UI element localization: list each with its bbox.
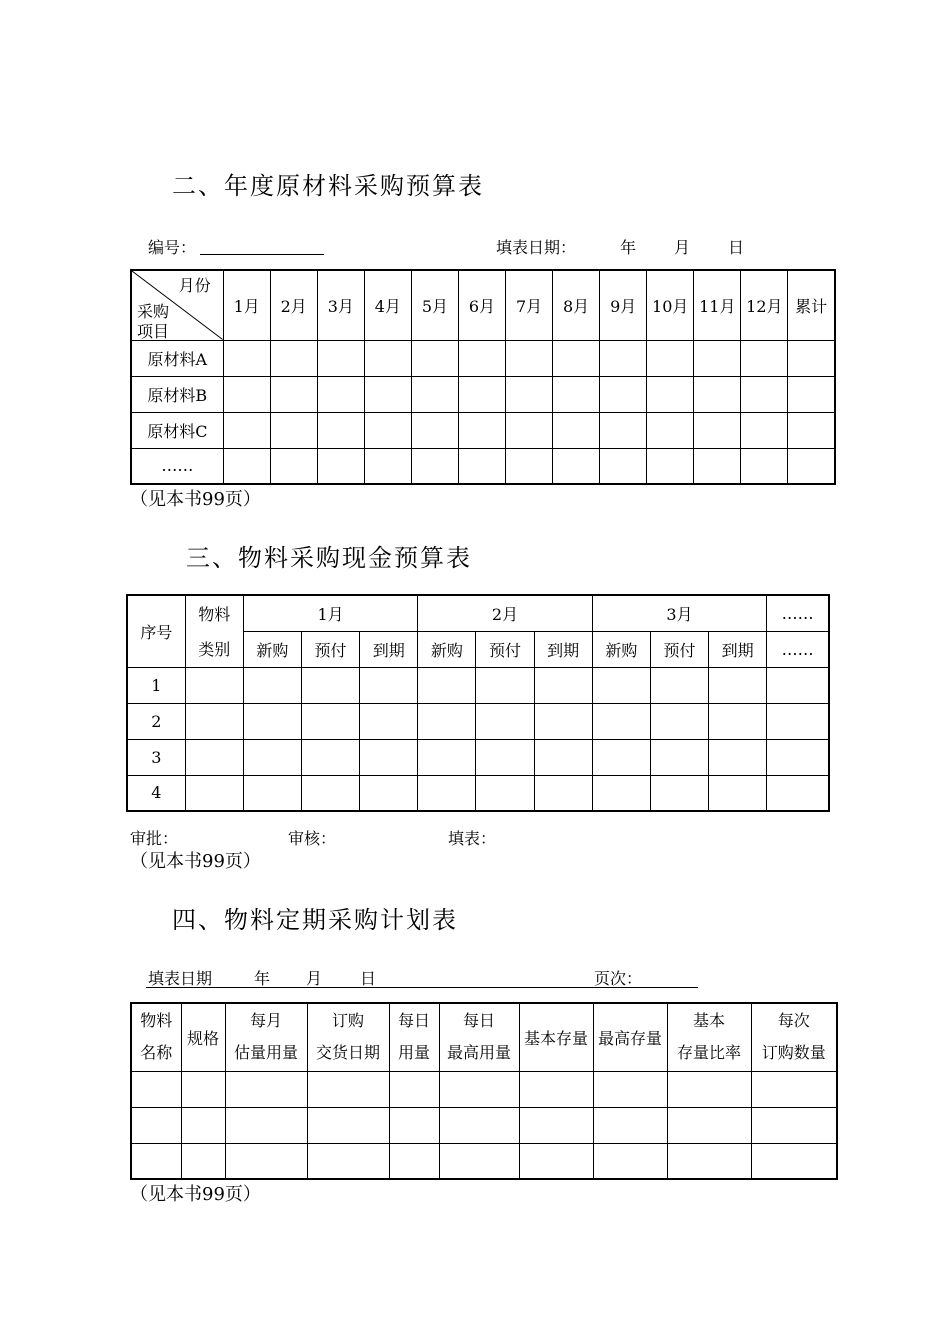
data-cell[interactable] (307, 1107, 389, 1143)
table-row (131, 1071, 837, 1107)
data-cell[interactable] (647, 376, 694, 412)
data-cell[interactable] (439, 1071, 519, 1107)
data-cell[interactable] (476, 775, 534, 811)
data-cell[interactable] (223, 412, 270, 448)
data-cell[interactable] (360, 703, 418, 739)
date-year: 年 (620, 238, 637, 257)
month-header: 3月 (317, 270, 364, 340)
month-header: 9月 (600, 270, 647, 340)
data-cell[interactable] (181, 1071, 225, 1107)
month-header: 12月 (741, 270, 788, 340)
data-cell[interactable] (243, 739, 301, 775)
data-cell[interactable] (418, 667, 476, 703)
data-cell[interactable] (389, 1071, 439, 1107)
data-cell[interactable] (476, 703, 534, 739)
data-cell[interactable] (534, 739, 592, 775)
data-cell[interactable] (709, 703, 767, 739)
row-number: 4 (127, 775, 185, 811)
fill-date-month: 月 (306, 969, 323, 988)
fill-date-year: 年 (254, 969, 271, 988)
data-cell[interactable] (600, 412, 647, 448)
data-cell[interactable] (647, 412, 694, 448)
data-cell[interactable] (476, 667, 534, 703)
corner-item-label-2: 项目 (137, 322, 170, 340)
data-cell[interactable] (600, 340, 647, 376)
month-header: 8月 (553, 270, 600, 340)
month-header: 6月 (458, 270, 505, 340)
data-cell[interactable] (270, 412, 317, 448)
data-cell[interactable] (650, 703, 708, 739)
sub-header: 新购 (592, 631, 650, 667)
table-row (131, 376, 835, 412)
data-cell[interactable] (788, 340, 835, 376)
data-cell[interactable] (360, 775, 418, 811)
data-cell[interactable] (506, 376, 553, 412)
data-cell[interactable] (534, 667, 592, 703)
sub-header: 预付 (476, 631, 534, 667)
data-cell[interactable] (650, 775, 708, 811)
month-header: 1月 (223, 270, 270, 340)
data-cell[interactable] (593, 1107, 667, 1143)
data-cell[interactable] (767, 775, 829, 811)
data-cell[interactable] (741, 412, 788, 448)
header-row (131, 270, 835, 340)
data-cell[interactable] (458, 340, 505, 376)
data-cell[interactable] (301, 775, 359, 811)
row-label: 原材料C (131, 412, 223, 448)
data-cell[interactable] (592, 739, 650, 775)
table-row (127, 739, 829, 775)
data-cell[interactable] (181, 1143, 225, 1179)
data-cell[interactable] (411, 340, 458, 376)
data-cell[interactable] (458, 448, 505, 484)
page-number-label: 页次： (594, 969, 643, 988)
data-cell[interactable] (317, 376, 364, 412)
review-label: 审核： (288, 829, 337, 848)
data-cell[interactable] (225, 1071, 307, 1107)
data-cell[interactable] (767, 667, 829, 703)
section4-reference-note: （见本书99页） (130, 1184, 261, 1205)
data-cell[interactable] (418, 775, 476, 811)
month-header: 2月 (270, 270, 317, 340)
material-header-bottom: 类别 (185, 631, 243, 667)
data-cell[interactable] (418, 703, 476, 739)
header-row (131, 1003, 837, 1071)
total-header: 累计 (788, 270, 835, 340)
data-cell[interactable] (476, 739, 534, 775)
data-cell[interactable] (506, 340, 553, 376)
section3-title: 三、物料采购现金预算表 (186, 544, 472, 572)
data-cell[interactable] (243, 667, 301, 703)
data-cell[interactable] (439, 1143, 519, 1179)
data-cell[interactable] (600, 376, 647, 412)
data-cell[interactable] (667, 1071, 751, 1107)
table-row (131, 1143, 837, 1179)
table-row (131, 1107, 837, 1143)
col-header-monthly-usage: 每月 估量用量 (225, 1003, 307, 1071)
data-cell[interactable] (317, 412, 364, 448)
data-cell[interactable] (223, 448, 270, 484)
sub-header: 新购 (243, 631, 301, 667)
data-cell[interactable] (592, 667, 650, 703)
data-cell[interactable] (223, 340, 270, 376)
data-cell[interactable] (751, 1143, 837, 1179)
sub-header: 到期 (360, 631, 418, 667)
data-cell[interactable] (553, 448, 600, 484)
data-cell[interactable] (185, 739, 243, 775)
data-cell[interactable] (317, 448, 364, 484)
col-header-daily-max-usage: 每日 最高用量 (439, 1003, 519, 1071)
header-row (127, 595, 829, 631)
data-cell[interactable] (360, 739, 418, 775)
data-cell[interactable] (225, 1143, 307, 1179)
data-cell[interactable] (411, 412, 458, 448)
approve-label: 审批： (130, 829, 179, 848)
sub-header: 到期 (709, 631, 767, 667)
data-cell[interactable] (519, 1071, 593, 1107)
month-group-header: 3月 (592, 595, 766, 631)
col-header-spec: 规格 (181, 1003, 225, 1071)
data-cell[interactable] (593, 1143, 667, 1179)
data-cell[interactable] (131, 1143, 181, 1179)
row-label: 原材料B (131, 376, 223, 412)
data-cell[interactable] (270, 376, 317, 412)
col-header-base-stock-ratio: 基本 存量比率 (667, 1003, 751, 1071)
data-cell[interactable] (593, 1071, 667, 1107)
month-header: 10月 (647, 270, 694, 340)
data-cell[interactable] (458, 412, 505, 448)
data-cell[interactable] (317, 340, 364, 376)
data-cell[interactable] (307, 1143, 389, 1179)
data-cell[interactable] (307, 1071, 389, 1107)
data-cell[interactable] (694, 412, 741, 448)
data-cell[interactable] (389, 1107, 439, 1143)
data-cell[interactable] (592, 775, 650, 811)
row-number: 1 (127, 667, 185, 703)
fill-label: 填表： (448, 829, 497, 848)
data-cell[interactable] (553, 340, 600, 376)
fill-date-label: 填表日期 (148, 969, 213, 988)
data-cell[interactable] (709, 739, 767, 775)
data-cell[interactable] (243, 703, 301, 739)
col-header-base-stock: 基本存量 (519, 1003, 593, 1071)
table-row (127, 667, 829, 703)
table-row (131, 340, 835, 376)
data-cell[interactable] (647, 340, 694, 376)
subheader-row (127, 631, 829, 667)
data-cell[interactable] (411, 448, 458, 484)
table-row (127, 703, 829, 739)
data-cell[interactable] (506, 448, 553, 484)
data-cell[interactable] (519, 1107, 593, 1143)
sub-header: 新购 (418, 631, 476, 667)
seq-header: 序号 (127, 595, 185, 667)
col-header-material-name: 物料 名称 (131, 1003, 181, 1071)
date-day: 日 (728, 238, 745, 257)
data-cell[interactable] (181, 1107, 225, 1143)
section4-title: 四、物料定期采购计划表 (172, 906, 458, 934)
data-cell[interactable] (709, 667, 767, 703)
date-label: 填表日期： (496, 238, 577, 257)
data-cell[interactable] (389, 1143, 439, 1179)
sub-header: 预付 (301, 631, 359, 667)
more-sub-header: …… (767, 631, 829, 667)
data-cell[interactable] (694, 448, 741, 484)
section3-reference-note: （见本书99页） (130, 851, 261, 872)
month-header: 4月 (364, 270, 411, 340)
month-group-header: 1月 (243, 595, 417, 631)
month-header: 7月 (506, 270, 553, 340)
corner-item-label-1: 采购 (137, 302, 170, 321)
col-header-daily-usage: 每日 用量 (389, 1003, 439, 1071)
data-cell[interactable] (553, 412, 600, 448)
data-cell[interactable] (364, 340, 411, 376)
col-header-delivery-date: 订购 交货日期 (307, 1003, 389, 1071)
data-cell[interactable] (788, 376, 835, 412)
data-cell[interactable] (741, 376, 788, 412)
data-cell[interactable] (709, 775, 767, 811)
data-cell[interactable] (534, 775, 592, 811)
data-cell[interactable] (243, 775, 301, 811)
data-cell[interactable] (667, 1143, 751, 1179)
data-cell[interactable] (185, 667, 243, 703)
data-cell[interactable] (418, 739, 476, 775)
month-header: 5月 (411, 270, 458, 340)
data-cell[interactable] (650, 667, 708, 703)
number-label: 编号： (148, 238, 197, 257)
data-cell[interactable] (223, 376, 270, 412)
data-cell[interactable] (553, 376, 600, 412)
table-row (131, 412, 835, 448)
data-cell[interactable] (592, 703, 650, 739)
data-cell[interactable] (788, 448, 835, 484)
fill-date-day: 日 (360, 969, 377, 988)
number-field[interactable] (200, 254, 324, 255)
data-cell[interactable] (767, 703, 829, 739)
data-cell[interactable] (647, 448, 694, 484)
data-cell[interactable] (225, 1107, 307, 1143)
data-cell[interactable] (534, 703, 592, 739)
col-header-max-stock: 最高存量 (593, 1003, 667, 1071)
data-cell[interactable] (788, 412, 835, 448)
data-cell[interactable] (751, 1071, 837, 1107)
data-cell[interactable] (650, 739, 708, 775)
row-label: …… (131, 448, 223, 484)
data-cell[interactable] (131, 1071, 181, 1107)
more-months-header: …… (767, 595, 829, 631)
data-cell[interactable] (185, 703, 243, 739)
data-cell[interactable] (360, 667, 418, 703)
table-row (127, 775, 829, 811)
purchase-plan-table (130, 1002, 838, 1180)
data-cell[interactable] (301, 703, 359, 739)
data-cell[interactable] (301, 739, 359, 775)
data-cell[interactable] (364, 376, 411, 412)
data-cell[interactable] (506, 412, 553, 448)
row-number: 3 (127, 739, 185, 775)
data-cell[interactable] (694, 376, 741, 412)
data-cell[interactable] (301, 667, 359, 703)
data-cell[interactable] (741, 340, 788, 376)
data-cell[interactable] (600, 448, 647, 484)
data-cell[interactable] (411, 376, 458, 412)
section2-reference-note: （见本书99页） (130, 489, 261, 510)
cash-budget-table (126, 594, 830, 812)
data-cell[interactable] (364, 448, 411, 484)
data-cell[interactable] (667, 1107, 751, 1143)
data-cell[interactable] (364, 412, 411, 448)
data-cell[interactable] (131, 1107, 181, 1143)
data-cell[interactable] (751, 1107, 837, 1143)
data-cell[interactable] (519, 1143, 593, 1179)
corner-month-label: 月份 (178, 276, 211, 295)
material-header-top: 物料 (185, 595, 243, 631)
data-cell[interactable] (458, 376, 505, 412)
row-number: 2 (127, 703, 185, 739)
table-row (131, 448, 835, 484)
sub-header: 到期 (534, 631, 592, 667)
data-cell[interactable] (741, 448, 788, 484)
month-group-header: 2月 (418, 595, 592, 631)
data-cell[interactable] (270, 448, 317, 484)
sub-header: 预付 (650, 631, 708, 667)
data-cell[interactable] (767, 739, 829, 775)
diagonal-header-cell (131, 270, 223, 340)
data-cell[interactable] (439, 1107, 519, 1143)
data-cell[interactable] (185, 775, 243, 811)
section2-title: 二、年度原材料采购预算表 (172, 172, 484, 200)
annual-budget-table (130, 269, 836, 485)
month-header: 11月 (694, 270, 741, 340)
data-cell[interactable] (270, 340, 317, 376)
date-month: 月 (674, 238, 691, 257)
data-cell[interactable] (694, 340, 741, 376)
col-header-order-quantity: 每次 订购数量 (751, 1003, 837, 1071)
row-label: 原材料A (131, 340, 223, 376)
